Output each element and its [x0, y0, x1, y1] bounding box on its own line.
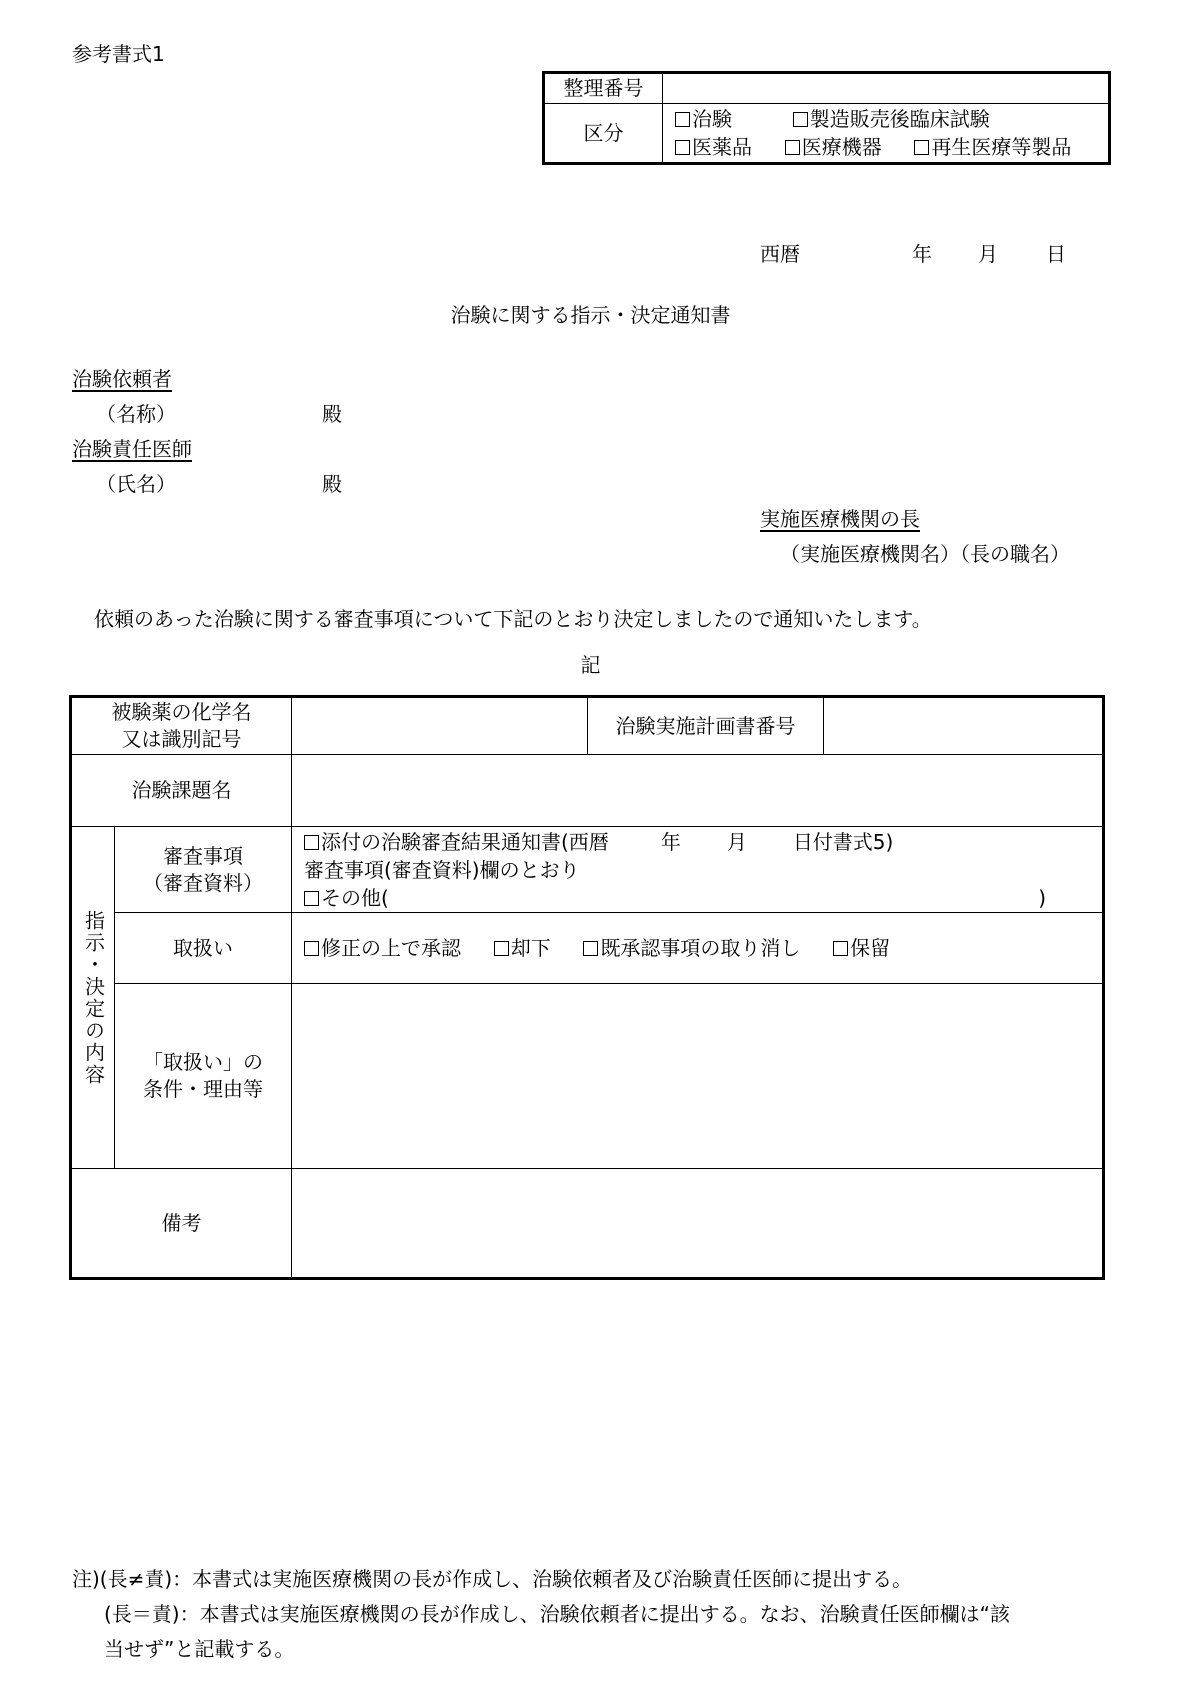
checkbox-icon[interactable] — [583, 941, 598, 956]
checkbox-icon[interactable] — [675, 112, 690, 127]
conditions-field[interactable] — [292, 984, 1104, 1169]
checkbox-icon[interactable] — [785, 140, 800, 155]
handling-label: 取扱い — [115, 913, 292, 984]
handling-options — [292, 913, 1104, 984]
kubun-label: 区分 — [544, 104, 663, 164]
checkbox-chiken[interactable]: 治験 — [675, 107, 732, 131]
remarks-label: 備考 — [71, 1169, 292, 1279]
checkbox-revoke-approval[interactable]: 既承認事項の取り消し — [583, 936, 800, 960]
investigator-heading: 治験責任医師 — [72, 437, 192, 461]
section-label-cell — [71, 827, 115, 1169]
drug-name-field[interactable] — [292, 697, 588, 755]
checkbox-icon[interactable] — [833, 941, 848, 956]
checkbox-icon[interactable] — [793, 112, 808, 127]
checkbox-device[interactable]: 医療機器 — [785, 135, 882, 159]
sender-heading: 実施医療機関の長 — [760, 507, 920, 531]
honorific-sponsor: 殿 — [322, 402, 342, 426]
sponsor-heading: 治験依頼者 — [72, 367, 172, 391]
section-label: 指示・決定の内容 — [81, 909, 106, 1086]
seiri-value-field[interactable] — [663, 73, 1110, 104]
date-month: 月 — [978, 242, 998, 266]
date-year: 年 — [912, 242, 932, 266]
sender-detail: （実施医療機関名）（長の職名） — [780, 542, 1070, 566]
checkbox-regenerative[interactable]: 再生医療等製品 — [914, 135, 1071, 159]
checkbox-approve-with-modification[interactable]: 修正の上で承認 — [304, 936, 461, 960]
checkbox-icon[interactable] — [675, 140, 690, 155]
note-line-3: 当せず”と記載する。 — [104, 1637, 295, 1661]
checkbox-icon[interactable] — [914, 140, 929, 155]
checkbox-icon[interactable] — [304, 941, 319, 956]
kubun-options — [663, 104, 1110, 164]
protocol-number-field[interactable] — [824, 697, 1104, 755]
date-era: 西暦 — [760, 242, 800, 266]
trial-title-label: 治験課題名 — [71, 755, 292, 827]
remarks-field[interactable] — [292, 1169, 1104, 1279]
checkbox-attached-notice-icon[interactable] — [304, 835, 319, 850]
drug-name-label-cell: 被験薬の化学名 又は識別記号 — [71, 697, 292, 755]
investigator-name-label: （氏名） — [96, 472, 176, 496]
review-items-label: 審査事項 （審査資料） — [115, 827, 292, 913]
conditions-label: 「取扱い」の 条件・理由等 — [115, 984, 292, 1169]
checkbox-post-marketing[interactable]: 製造販売後臨床試験 — [793, 107, 990, 131]
decision-table — [69, 695, 1105, 1280]
note-line-1: 注)(長≠責)：本書式は実施医療機関の長が作成し、治験依頼者及び治験責任医師に提出する。 — [72, 1567, 913, 1591]
header-table — [542, 71, 1111, 165]
checkbox-other-icon[interactable] — [304, 891, 319, 906]
checkbox-pending[interactable]: 保留 — [833, 936, 890, 960]
protocol-number-label: 治験実施計画書番号 — [588, 697, 824, 755]
trial-title-field[interactable] — [292, 755, 1104, 827]
honorific-investigator: 殿 — [322, 472, 342, 496]
sponsor-name-label: （名称） — [96, 402, 176, 426]
review-items-field: 添付の治験審査結果通知書(西暦 年 月 日付書式5) 審査事項(審査資料)欄のとおり その他( ) — [292, 827, 1104, 913]
body-text: 依頼のあった治験に関する審査事項について下記のとおり決定しましたので通知いたします。 — [94, 607, 932, 631]
checkbox-drug[interactable]: 医薬品 — [675, 135, 752, 159]
form-reference: 参考書式1 — [72, 42, 165, 66]
document-title: 治験に関する指示・決定通知書 — [450, 303, 731, 327]
date-day: 日 — [1046, 242, 1066, 266]
note-line-2: (長＝責)：本書式は実施医療機関の長が作成し、治験依頼者に提出する。なお、治験責任医師欄は“該 — [104, 1602, 1010, 1626]
ki-label: 記 — [580, 653, 601, 677]
checkbox-reject[interactable]: 却下 — [494, 936, 551, 960]
seiri-label: 整理番号 — [544, 73, 663, 104]
checkbox-icon[interactable] — [494, 941, 509, 956]
